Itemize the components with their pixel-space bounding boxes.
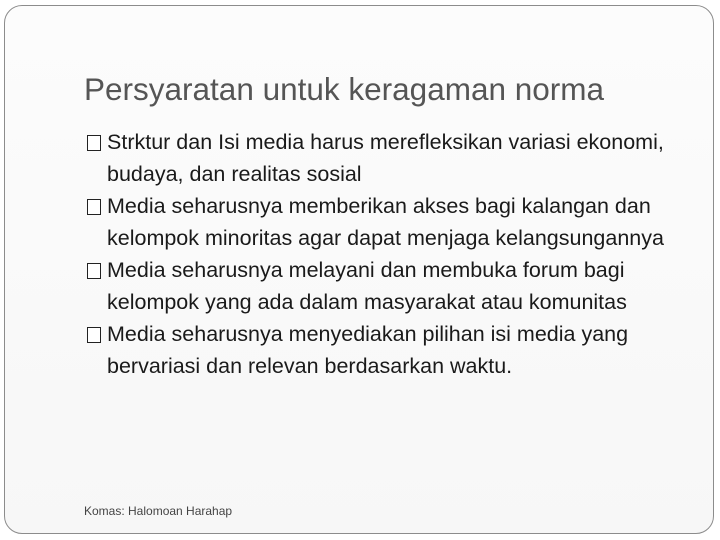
bullet-text: Strktur dan Isi media harus merefleksikan variasi ekonomi, budaya, dan realitas sosial (107, 130, 664, 186)
bullet-item (87, 254, 692, 318)
slide-frame (4, 5, 714, 534)
footer-credit: Komas: Halomoan Harahap (84, 504, 233, 518)
slide-title: Persyaratan untuk keragaman norma (84, 71, 605, 107)
bullet-list (87, 126, 692, 382)
bullet-text: Media seharusnya menyediakan pilihan isi media yang bervariasi dan relevan berdasarkan waktu. (107, 322, 629, 378)
bullet-item (87, 126, 692, 190)
square-bullet-icon (87, 199, 101, 215)
bullet-text: Media seharusnya melayani dan membuka forum bagi kelompok yang ada dalam masyarakat atau komunitas (107, 258, 627, 314)
square-bullet-icon (87, 135, 101, 151)
square-bullet-icon (87, 327, 101, 343)
bullet-text: Media seharusnya memberikan akses bagi kalangan dan kelompok minoritas agar dapat menjaga kelangsungannya (107, 194, 664, 250)
bullet-item (87, 190, 692, 254)
bullet-item (87, 318, 692, 382)
square-bullet-icon (87, 263, 101, 279)
